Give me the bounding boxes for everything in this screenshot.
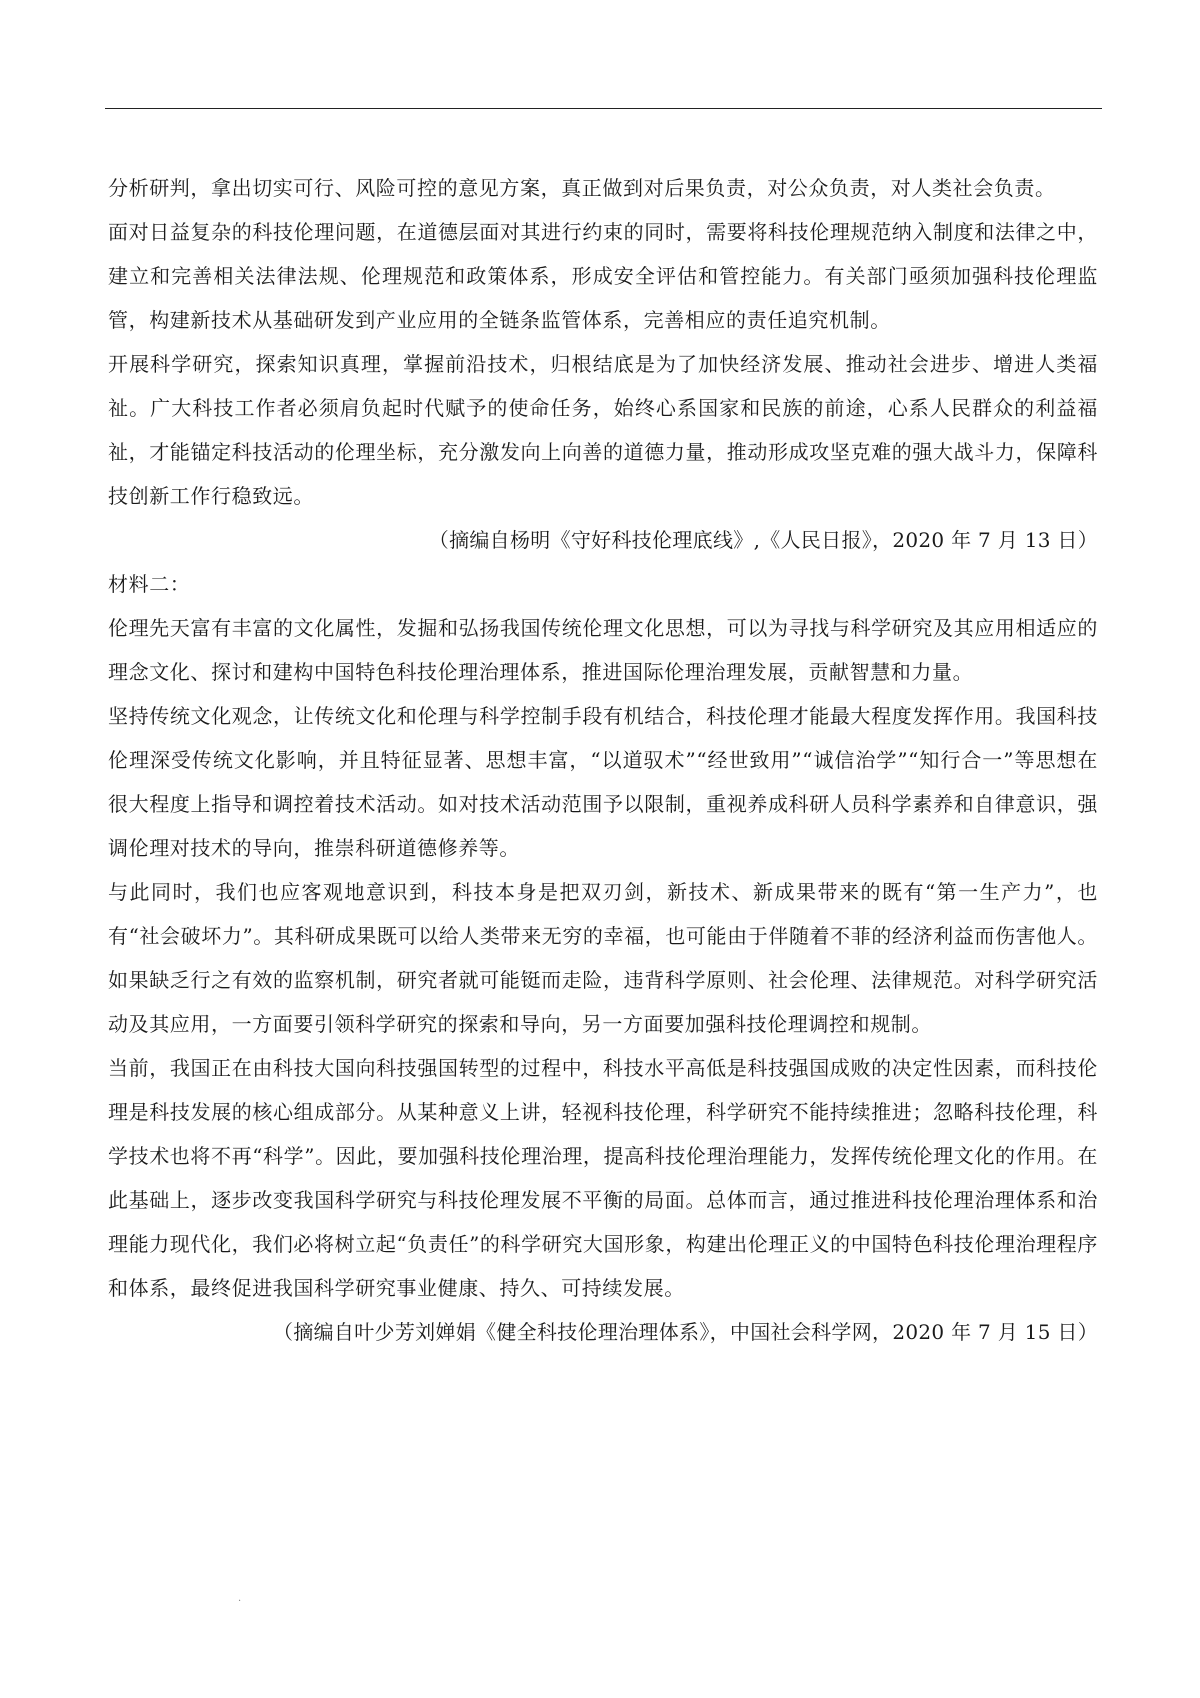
- source-citation-1: （摘编自杨明《守好科技伦理底线》,《人民日报》，2020 年 7 月 13 日）: [428, 528, 1098, 552]
- paragraph: 当前，我国正在由科技大国向科技强国转型的过程中，科技水平高低是科技强国成败的决定性因素，而科技伦理是科技发展的核心组成部分。从某种意义上讲，轻视科技伦理，科学研究不能持续推进；忽略科技伦理，科学技术也将不再“科学”。因此，要加强科技伦理治理，提高科技伦理治理能力，发挥传统伦理文化的作用。在此基础上，逐步改变我国科学研究与科技伦理发展不平衡的局面。总体而言，通过推进科技伦理治理体系和治理能力现代化，我们必将树立起“负责任”的科学研究大国形象，构建出伦理正义的中国特色科技伦理治理程序和体系，最终促进我国科学研究事业健康、持久、可持续发展。: [108, 1056, 1098, 1300]
- paragraph: 伦理先天富有丰富的文化属性，发掘和弘扬我国传统伦理文化思想，可以为寻找与科学研究及其应用相适应的理念文化、探讨和建构中国特色科技伦理治理体系，推进国际伦理治理发展，贡献智慧和力量。: [108, 616, 1098, 684]
- section-heading-material-2: 材料二：: [108, 572, 191, 596]
- paragraph: 分析研判，拿出切实可行、风险可控的意见方案，真正做到对后果负责，对公众负责，对人类社会负责。: [108, 176, 1056, 200]
- paragraph: 坚持传统文化观念，让传统文化和伦理与科学控制手段有机结合，科技伦理才能最大程度发挥作用。我国科技伦理深受传统文化影响，并且特征显著、思想丰富，“以道驭术”“经世致用”“诚信治学”“知行合一”等思想在很大程度上指导和调控着技术活动。如对技术活动范围予以限制，重视养成科研人员科学素养和自律意识，强调伦理对技术的导向，推崇科研道德修养等。: [108, 704, 1098, 860]
- paragraph: 开展科学研究，探索知识真理，掌握前沿技术，归根结底是为了加快经济发展、推动社会进步、增进人类福祉。广大科技工作者必须肩负起时代赋予的使命任务，始终心系国家和民族的前途，心系人民群众的利益福祉，才能锚定科技活动的伦理坐标，充分激发向上向善的道德力量，推动形成攻坚克难的强大战斗力，保障科技创新工作行稳致远。: [108, 352, 1098, 508]
- footer-mark: ·: [238, 1596, 242, 1607]
- document-body: [108, 166, 1098, 1354]
- paragraph: 面对日益复杂的科技伦理问题，在道德层面对其进行约束的同时，需要将科技伦理规范纳入制度和法律之中，建立和完善相关法律法规、伦理规范和政策体系，形成安全评估和管控能力。有关部门亟须加强科技伦理监管，构建新技术从基础研发到产业应用的全链条监管体系，完善相应的责任追究机制。: [108, 220, 1098, 332]
- header-rule: [105, 108, 1102, 109]
- source-citation-2: （摘编自叶少芳刘婵娟《健全科技伦理治理体系》，中国社会科学网，2020 年 7 月 15 日）: [273, 1320, 1098, 1344]
- paragraph: 与此同时，我们也应客观地意识到，科技本身是把双刃剑，新技术、新成果带来的既有“第一生产力”，也有“社会破坏力”。其科研成果既可以给人类带来无穷的幸福，也可能由于伴随着不菲的经济利益而伤害他人。如果缺乏行之有效的监察机制，研究者就可能铤而走险，违背科学原则、社会伦理、法律规范。对科学研究活动及其应用，一方面要引领科学研究的探索和导向，另一方面要加强科技伦理调控和规制。: [108, 880, 1098, 1036]
